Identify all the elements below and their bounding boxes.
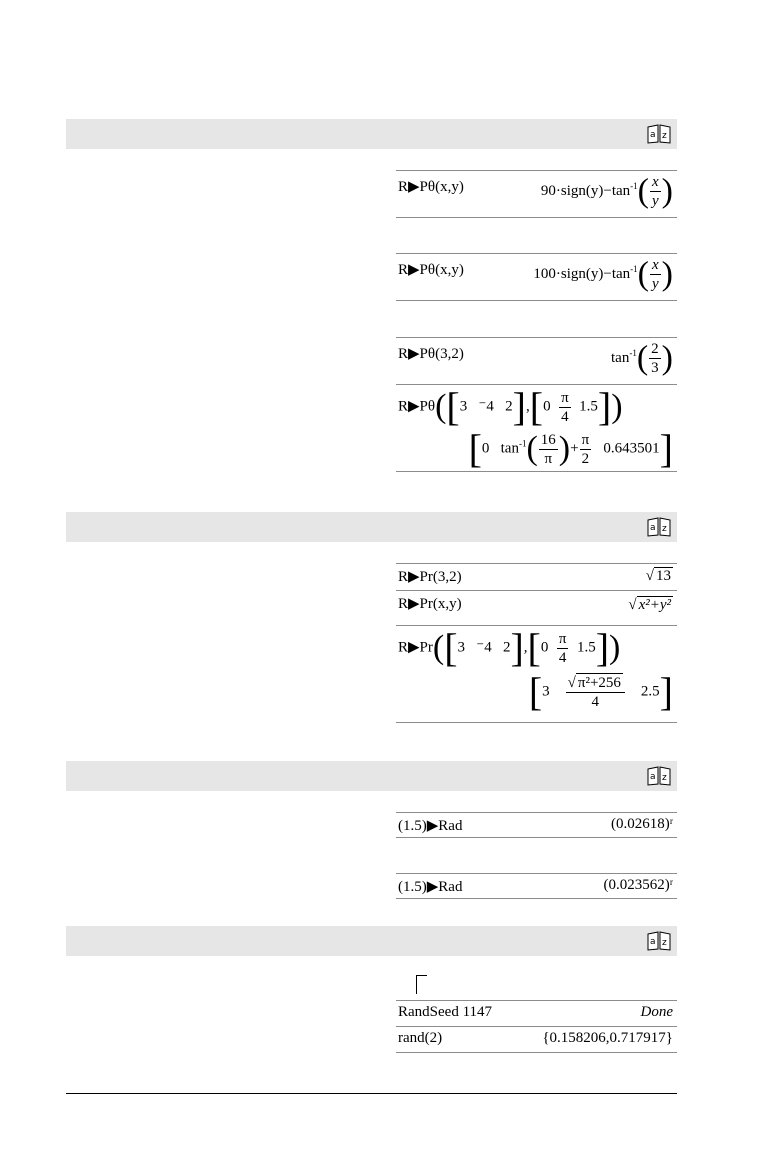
catalog-book-icon bbox=[647, 766, 671, 786]
input-text: R▶Pθ bbox=[398, 398, 436, 415]
result-value: 0 bbox=[481, 440, 490, 457]
denominator: 4 bbox=[591, 694, 600, 710]
result-expression: $\tan^{-1}$( $\frac{2}{3}$ ) bbox=[611, 339, 673, 377]
vector-values: 3 ⁻4 2 bbox=[459, 398, 513, 415]
denominator: 4 bbox=[561, 408, 569, 425]
footer-rule bbox=[66, 1093, 677, 1094]
example-table-rad-gradian bbox=[396, 873, 677, 899]
input-expression: R▶Pr(3,2) bbox=[398, 569, 462, 585]
vector-value: 1.5 bbox=[579, 398, 598, 415]
vector-value: 0 bbox=[543, 398, 551, 415]
section-header-bar-rp-r bbox=[66, 512, 677, 542]
denominator: 3 bbox=[651, 360, 659, 376]
fraction bbox=[650, 173, 661, 210]
input-expression: R▶Pr([3 ⁻4 2],[0 $\frac{\pi}{4}$ 1.5]) bbox=[398, 625, 621, 670]
svg-text:a: a bbox=[650, 523, 656, 533]
result-expression: [0 $\tan^{-1}$( $\frac{16}{\pi}$ )+ $\frac{\pi}{2}$ 0.643501] bbox=[468, 426, 673, 471]
catalog-book-icon bbox=[647, 124, 671, 144]
input-text: R▶Pr bbox=[398, 639, 433, 656]
denominator: 4 bbox=[558, 649, 567, 666]
result-value: 2.5 bbox=[640, 683, 660, 700]
numerator: π bbox=[561, 389, 569, 406]
result-value: 3 bbox=[542, 683, 550, 700]
result-expression: √ x²+y² bbox=[628, 597, 671, 613]
denominator: 2 bbox=[581, 450, 590, 467]
catalog-book-icon bbox=[647, 517, 671, 537]
svg-text:a: a bbox=[650, 937, 656, 947]
denominator: π bbox=[544, 450, 553, 467]
numerator: 2 bbox=[651, 341, 659, 357]
result-expression: √ 13 bbox=[645, 568, 671, 584]
result-expression: [3 $\frac{\text{√ π²+256}}{4}$ 2.5] bbox=[528, 669, 673, 714]
numerator: π bbox=[558, 630, 567, 647]
vector-value: 0 bbox=[540, 639, 549, 656]
table-row bbox=[396, 337, 677, 384]
vector-values: 3 ⁻4 2 bbox=[457, 639, 511, 656]
example-table-rad-degree bbox=[396, 812, 677, 838]
input-expression: rand(2) bbox=[398, 1030, 443, 1046]
svg-text:z: z bbox=[662, 131, 667, 141]
fraction bbox=[650, 256, 661, 293]
input-expression: R▶Pθ(x,y) bbox=[398, 179, 464, 195]
result-text: 90·sign(y)−tan bbox=[540, 182, 631, 199]
radicand: x²+y² bbox=[638, 597, 671, 613]
table-row bbox=[396, 873, 677, 899]
table-row bbox=[396, 563, 677, 590]
input-expression: R▶Pr(x,y) bbox=[398, 596, 462, 612]
table-row bbox=[396, 384, 677, 472]
result-expression: (0.023562)ʳ bbox=[603, 877, 673, 893]
svg-text:z: z bbox=[662, 938, 667, 948]
table-row bbox=[396, 812, 677, 838]
fraction bbox=[649, 340, 661, 377]
numerator: x bbox=[652, 174, 659, 190]
result-expression: $100\cdot sign(y)-\tan^{-1}$( $\frac{x}{y}$ ) bbox=[533, 255, 673, 293]
section-header-bar-randseed bbox=[66, 926, 677, 956]
numerator: x bbox=[652, 257, 659, 273]
input-expression: R▶Pθ([3 ⁻4 2],[0 $\frac{\pi}{4}$ 1.5]) bbox=[398, 384, 623, 429]
svg-text:a: a bbox=[650, 130, 656, 140]
table-row bbox=[396, 1026, 677, 1053]
denominator: y bbox=[652, 193, 659, 209]
radicand: π²+256 bbox=[577, 675, 621, 691]
input-expression: (1.5)▶Rad bbox=[398, 879, 463, 895]
input-expression: RandSeed 1147 bbox=[398, 1004, 493, 1020]
result-expression: (0.02618)ʳ bbox=[611, 816, 673, 832]
result-expression: $90\cdot sign(y)-\tan^{-1}$( $\frac{x}{y}$ ) bbox=[540, 172, 673, 210]
example-table-pr bbox=[396, 563, 677, 723]
result-expression: {0.158206,0.717917} bbox=[542, 1030, 673, 1046]
example-table-rand bbox=[396, 1000, 677, 1053]
table-row bbox=[396, 1000, 677, 1026]
corner-mark bbox=[416, 975, 427, 994]
vector-value: 1.5 bbox=[576, 639, 596, 656]
result-text: 100·sign(y)−tan bbox=[533, 265, 631, 282]
numerator: π bbox=[581, 431, 590, 448]
table-row bbox=[396, 625, 677, 723]
section-header-bar-rad bbox=[66, 761, 677, 791]
svg-text:z: z bbox=[662, 773, 667, 783]
result-text: tan bbox=[500, 440, 519, 457]
svg-text:z: z bbox=[662, 524, 667, 534]
catalog-book-icon bbox=[647, 931, 671, 951]
table-row bbox=[396, 590, 677, 625]
example-table-degree bbox=[396, 170, 677, 218]
input-expression: (1.5)▶Rad bbox=[398, 818, 463, 834]
radicand: 13 bbox=[656, 568, 671, 584]
result-text: tan bbox=[611, 349, 630, 366]
result-value: 0.643501 bbox=[603, 440, 660, 457]
input-expression: R▶Pθ(3,2) bbox=[398, 346, 464, 362]
example-table-gradian bbox=[396, 253, 677, 301]
denominator: y bbox=[652, 276, 659, 292]
example-table-radian bbox=[396, 337, 677, 472]
svg-text:a: a bbox=[650, 772, 656, 782]
numerator: 16 bbox=[540, 431, 556, 448]
table-row bbox=[396, 170, 677, 218]
table-row bbox=[396, 253, 677, 301]
result-expression: Done bbox=[640, 1004, 673, 1020]
section-header-bar-rp-theta bbox=[66, 119, 677, 149]
input-expression: R▶Pθ(x,y) bbox=[398, 262, 464, 278]
